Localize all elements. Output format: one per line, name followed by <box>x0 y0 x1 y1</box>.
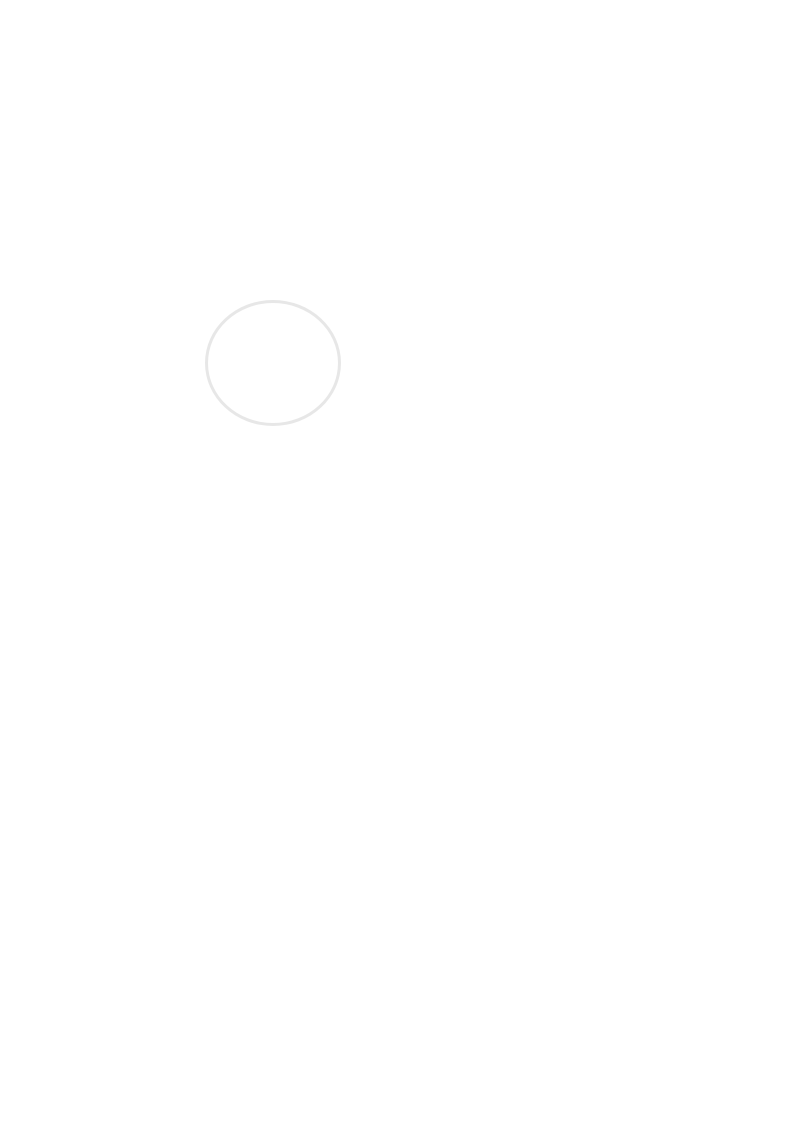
watermark-seal <box>205 300 341 426</box>
